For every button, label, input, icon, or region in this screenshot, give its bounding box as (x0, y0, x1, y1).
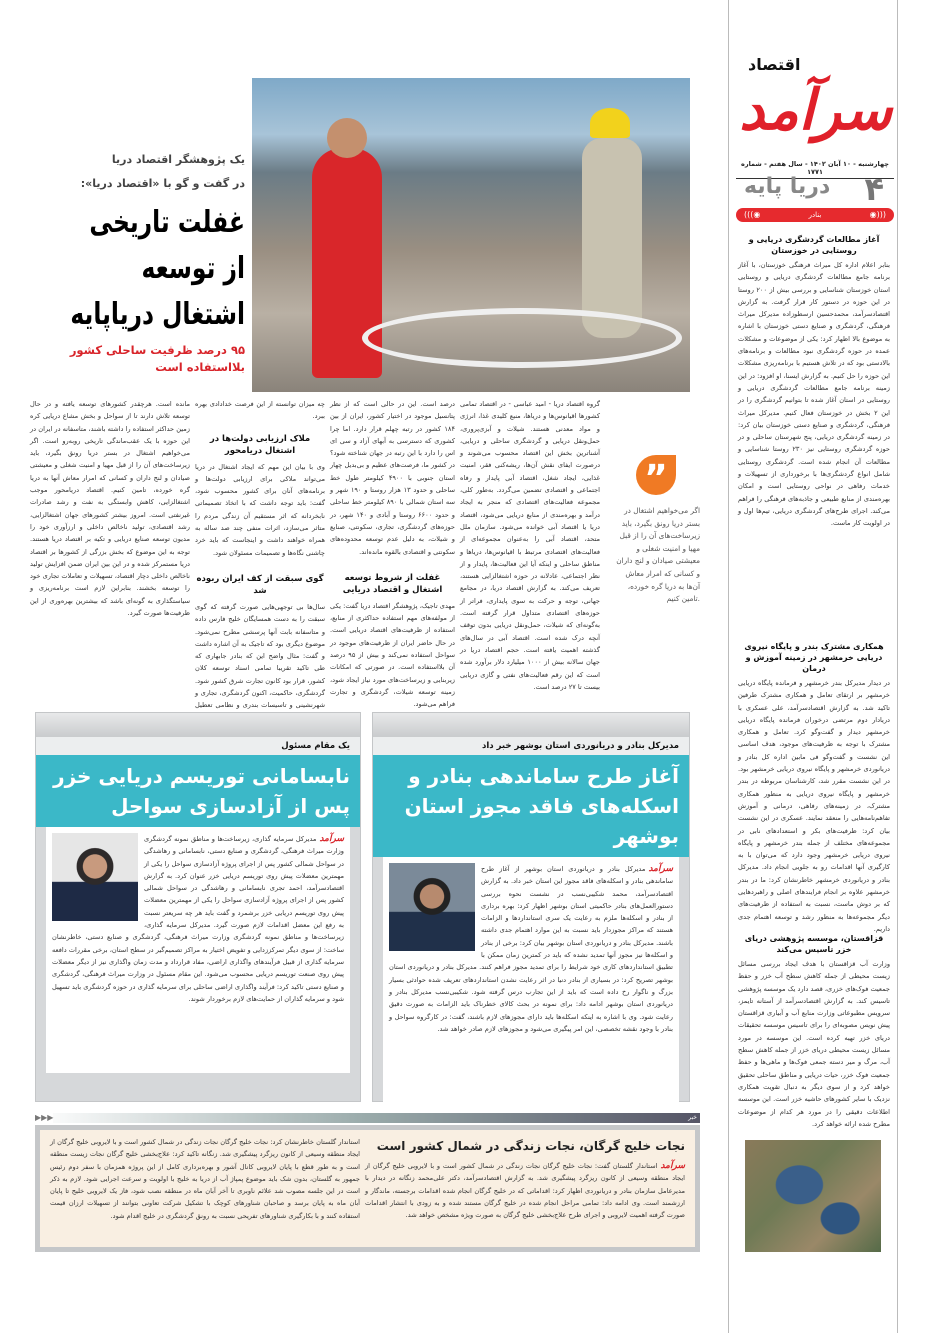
article-column (30, 398, 190, 700)
broadcast-icon: ◉))) (869, 210, 886, 219)
box-kicker: یک مقام مسئول (36, 737, 360, 755)
article-body: در دیدار مدیرکل بندر خرمشهر و فرمانده پایگاه دریایی خرمشهر بر ارتقای تعامل و همکاری مشترک طرفین تاکید شد. به گزارش اقتصادسرآمد، علی عسکری با دریادار دوم مرتضی درخوران فرمانده پایگاه دریایی خرمشهر دیدار و گفت‌وگو کرد. تعامل و همکاری مشترک با توجه به ظرفیت‌های موجود، هدف اساسی این نشست و گفت‌وگو فی مابین اداره کل بنادر و دریانوردی خرمشهر و پایگاه نیروی دریایی خرمشهر بود. در این نشست مقرر شد، کارشناسان مربوطه در بندر خرمشهر و پایگاه نیروی دریایی به منظور همکاری مشترک، در زمینه‌های رفاهی، درمانی و آموزش تفاهم‌نامه‌هایی را منعقد نمایند. عسکری در این نشست بیان کرد: ظرفیت‌های بکر و استعدادهای نابی در مجموعه‌های مختلف از جمله بندر خرمشهر و پایگاه نیروی دریایی خرمشهر وجود دارد که می‌توان با به کارگیری آنها اقدامات رو به جلویی انجام داد. مدیرکل بنادر و دریانوردی خرمشهر خاطرنشان کرد: ما در بندر خرمشهر علاوه بر انجام فرایندهای اصلی و راهبردهایی که بر دوش ماست، نسبت به استفاده از ظرفیت‌های دیگر مجموعه‌ها به منظور رشد و توسعه اهتمام جدی داریم. (738, 679, 890, 933)
box-title: آغاز طرح ساماندهی بنادر و اسکله‌های فاقد مجوز استان بوشهر (373, 755, 689, 857)
headline-line: اشتغال دریاپایه (70, 297, 245, 332)
source-logo: سرآمد (648, 864, 673, 874)
sidebar-article (738, 641, 890, 933)
category-label: بنادر (808, 211, 822, 219)
article-column (195, 398, 325, 710)
box-text: مدیرکل سرمایه گذاری، زیرساخت‌ها و مناطق نمونه گردشگری وزارت میراث فرهنگی، گردشگری و صنایع دستی، نابسامانی و رهاشدگی در سواحل شمالی کشور پس از اجرای پروژه آزادسازی سواحل را یکی از مهمترین معضلات پیش روی توریسم دریایی خزر عنوان کرد. به گزارش اقتصادسرآمد، احمد تجری نابسامانی و رهاشدگی در سواحل شمالی کشور پس از اجرای پروژه آزادسازی سواحل را یکی از مهمترین معضلات پیش روی توریسم دریایی خزر برشمرد و گفت باید هر چه سریعتر نسبت به رفع این معضل اقدامات لازم صورت گیرد. مدیرکل سرمایه گذاری، زیرساخت‌ها و مناطق نمونه گردشگری وزارت میراث فرهنگی، گردشگری و صنایع دستی، خاطرنشان ساخت: از سوی دیگر تمرکززدایی و تفویض اختیار به مراکز تصمیم‌گیر در سطح استان، برخی مقررات دافعه سرمایه گذاری از قبیل فرآیندهای واگذاری اراضی، مفاد قرارداد و مدت زمان واگذاری نیز از دیگر معضلات پیش روی صنعت توریسم دریایی محسوب می‌شود. این مقام مسئول در وزارت میراث فرهنگی، گردشگری و صنایع دستی تاکید کرد: فرآیند واگذاری اراضی ساحلی برای سرمایه گذاری در حوزه گردشگری باید تسهیل شود و سرمایه گذاران از حمایت‌های لازم برخوردار شوند. (52, 835, 344, 1003)
page-header (736, 170, 894, 208)
arrows-icon: ▶▶▶ (35, 1113, 54, 1122)
article-title: همکاری مشترک بندر و پایگاه نیروی دریایی خرمشهر در زمینه آموزش و درمان (744, 642, 884, 673)
sidebar-news (738, 226, 890, 1136)
news-column (365, 1160, 685, 1240)
box-body (46, 827, 350, 1073)
article-column (330, 398, 456, 709)
article-title: قزاقستان، موسسه پژوهشی دریای خزر تاسیس می‌کند (744, 934, 884, 954)
box-kicker: مدیرکل بنادر و دریانوردی استان بوشهر خبر داد (373, 737, 689, 755)
lead-heading-block (30, 148, 245, 393)
lead-photo (252, 78, 690, 392)
news-column: استاندار گلستان خاطرنشان کرد: نجات خلیج گرگان نجات زندگی در شمال کشور است و با لایروبی خلیج گرگان از ایجاد منطقه وسیعی از کانون ریزگرد پیشگیری شد. زنگانه تاکید کرد: علاج‌بخشی خلیج گرگان نجات زیست منطقه است و به طور قطع با پایان لایروبی کانال آشور و بهره‌برداری کامل از این پروژه همزمان با سفر دوم رئیس جمهور به گلستان، بدون شک باید موضوع پمپاژ آب از دریا به خلیج با اولویت و سرعت اجرایی شود. لازم به ذکر است در این جلسه مصوب شد علائم ناوبری تا آخر آبان ماه در منطقه نصب شود، فاز یک لایروبی خلیج تا پایان آبان ماه به پایان برسد و صاحبان شناورهای کوچک با تشکیل شرکت تعاونی بتوانند از تسهیلات ارزان قیمت استفاده کنند و با بکارگیری شناورهای تفریحی نسبت به رونق گردشگری در خلیج اقدام شود. (50, 1138, 360, 1220)
broadcast-icon: (((◉ (744, 210, 761, 219)
article-title: آغاز مطالعات گردشگری دریایی و روستایی در خوزستان (748, 235, 880, 255)
official-portrait (389, 863, 475, 951)
sidebar-article (738, 234, 890, 629)
quote-icon: ” (636, 455, 676, 495)
news-main-column (365, 1138, 685, 1245)
source-logo: سرآمد (319, 834, 344, 844)
caspian-tourism-box (35, 712, 361, 1102)
gorgan-bay-news (35, 1125, 700, 1252)
article-body: بنابر اعلام اداره کل میراث فرهنگی خوزستان، با آغاز برنامه جامع مطالعات گردشگری دریایی و روستایی استان خوزستان شناسایی و بررسی بیش از ۲۰۰ روستا در این حوزه در دستور کار قرار گرفت. به گزارش اقتصادسرآمد، محمدحسین ارسطوزاده مدیرکل میراث فرهنگی، گردشگری و صنایع دستی خوزستان با اشاره به موضوع بالا اظهار کرد: یکی از موضوعات و مشکلات عمده در حوزه گردشگری نبود مطالعات و برنامه‌های بالادستی بود که در تلاش هستیم با برنامه‌ریزی مشکلات این حوزه را حل کنیم. به گزارش ایسنا، او افزود: در این زمینه برنامه جامع مطالعات گردشگری دریایی و روستایی در استان آغاز شده تا بتوانیم گردشگری را در این ۲ بخش در خوزستان فعال کنیم. مدیرکل میراث فرهنگی، گردشگری و صنایع دستی خوزستان بیان کرد: در زمینه گردشگری دریایی، پنج شهرستان ساحلی و در حوزه گردشگری روستایی نیز ۲۳۰ روستا شناسایی و مطالعات آن انجام شده است. گردشگری روستایی شامل انواع گردشگری‌ها با برخورداری از تسهیلات و خدمات رفاهی در نواحی روستایی است و امکان بهره‌مندی از منابع طبیعی و جاذبه‌های فرهنگی را فراهم می‌کند. اجرای طرح‌های گردشگری دریایی، تیم‌ها اول و در اولویت کار ماست. (738, 261, 890, 528)
column-paragraph: درصد است. این در حالی است که از نظر پتانسیل موجود در اختیار کشور، ایران از بین ۱۸۴ کشور در رتبه چهلم قرار دارد. اما چرا کشوری که دسترسی به آبهای آزاد و سی ای اس را دارد با این رتبه در جهان شناخته شود؟ در کشور ما، فرصت‌های عظیم و بی‌بدیل چهار استان جنوبی با ۴۹۰۰ کیلومتر طول خط ساحلی و حدود ۱۳ هزار روستا و ۱۹۰ شهر و سه استان شمالی با ۸۹۰ کیلومتر خط ساحلی و حدود ۶۶۰۰ روستا و آبادی و ۱۴۰ شهر، در حوزه‌های گردشگری، تجاری، سکونتی، صنایع و شیلات، به دلیل عدم توسعه محدوده‌های سکونتی و اقتصادی بالقوه مانده‌اند. (330, 400, 456, 556)
column-subheading: گوی سبقت از کف ایران ربوده شد (196, 573, 324, 596)
caspian-satellite-image (745, 1140, 881, 1252)
headline-line: غفلت تاریخی (89, 205, 245, 240)
box-body (383, 857, 679, 1103)
bushehr-ports-box (372, 712, 690, 1102)
article-body: وزارت آب قزاقستان با هدف ایجاد بررسی مسائل زیست محیطی از جمله کاهش سطح آب خزر و حفظ جمعیت فوک‌های خزری، قصد دارد یک موسسه پژوهشی تاسیس کند. به گزارش اقتصادسرآمد از آستانه تایمز، سرویس مطبوعاتی وزارت منابع آب و آبیاری قزاقستان پیش نویس مصوبه‌ای را برای تاسیس موسسه تحقیقات دریای خزر تهیه کرده است. این موسسه در مورد مسائل زیست محیطی دریای خزر از جمله کاهش سطح آب، مرگ و میر دسته جمعی فوک‌ها و ماهی‌ها و حفظ جمعیت فوک خزر، حیات دریایی و مناطق ساحلی تحقیق خواهد کرد و از سوی دیگر به دنبال تقویت همکاری نزدیک با سایر کشورهای حاشیه خزر است. این موسسه اطلاعات دقیقی را در مورد هر کدام از موضوعات مطرح شده ارائه خواهد کرد. (738, 960, 890, 1128)
logo-wordmark: سرآمد (739, 77, 892, 143)
quote-text: اگر می‌خواهیم اشتغال در بستر دریا رونق بگیرد، باید زیرساخت‌های آن را از قبل مهیا و امنیت شغلی و معیشتی صیادان و لنج داران و کسانی که امرار معاش آن‌ها به دریا گره خورده، تامین کنیم. (616, 506, 700, 604)
page-number: ۴ (864, 170, 884, 208)
box-text: مدیرکل بنادر و دریانوردی استان بوشهر از آغاز طرح ساماندهی بنادر و اسکله‌های فاقد مجوز این استان خبر داد. به گزارش اقتصادسرآمد، محمد شکیبی‌نسب در نشست نحوه بررسی دستورالعمل‌های بنادر حاکمیتی استان بوشهر اظهار کرد: بهره برداری از بنادر و اسکله‌ها ملزم به رعایت یک سری استانداردها و الزامات هستند که مراکز مجوزدار باید نسبت به این موارد اهتمام جدی داشته باشند. مدیرکل بنادر و دریانوردی استان بوشهر بیان کرد: برخی از بنادر و اسکله‌ها نیز مجوز آنها تمدید نشده که باید در کمترین زمان ممکن با تطبیق استانداردهای کاری خود شرایط را برای تمدید مجوز فراهم کنند. مدیرکل بنادر و دریانوردی استان بوشهر تصریح کرد: در بسیاری از بنادر دنیا در اثر رعایت نشدن استانداردهای تعریف شده حوادثی بسیار بزرگ و ناگوار رخ داده است که باید از این تجارب درس گرفته شود. شکیبی‌نسب مدیرکل بنادر و دریانوردی استان بوشهر ادامه داد: برای نمونه در بحث کالای خطرناک باید الزامات به صورت دقیق رعایت شود. وی با اشاره به اینکه اسکله‌ها باید دارای مجوزهای لازم باشند، گفت: در کارگروه سواحل و بنادر با وجود نقشه تخصصی، این امر پیگیری می‌شود و مجوزهای لازم صادر خواهد شد. (389, 865, 673, 1033)
subheadline-line: ۹۵ درصد ظرفیت ساحلی کشور (69, 343, 245, 357)
column-paragraph: مانده است. هرچقدر کشورهای توسعه یافته و در حال توسعه تلاش دارند تا از سواحل و بخش مشاع دریایی کره زمین حداکثر استفاده را داشته باشند، متاسفانه در ایران در این حوزه با یک عقب‌ماندگی تاریخی روبه‌رو است. اگر می‌خواهیم اشتغال در بستر دریا رونق بگیرد، باید زیرساخت‌های آن را از قبل مهیا و امنیت شغلی و معیشتی صیادان و لنج داران و کسانی که امرار معاش آنها به دریا گره خورده، تامین کنیم. اقتصاد دریامحور موجب اشتغالزایی، کاهش وابستگی به نفت و رشد صادرات غیرنفتی است. امروز بیشتر کشورهای جهان اشتغالزایی، رشد اقتصادی، تولید ناخالص داخلی و ارزآوری خود را مدیون توسعه صنایع دریایی و تکیه بر اقتصاد دریا هستند. توجه به این موضوع که بخش بزرگی از کشورها بر اقتصاد دریا مستمرکز شده و در این بین ایران ضمن افزایش تولید ناخالص داخلی دچار اقتصاد، تسهیلات و تعاملات تجاری خود را توسعه بخشند. بنابراین لازم است برنامه‌ریزی و سیاستگذاری به گونه‌ای باشد که بیشترین بهره‌وری از این ظرفیت‌ها صورت گیرد. (30, 400, 190, 618)
headline-line: از توسعه (141, 251, 245, 286)
news-section-bar (35, 1113, 700, 1123)
subheadline-line: بلااستفاده است (155, 360, 245, 374)
column-paragraph: سال‌ها بی توجهی‌هایی صورت گرفته که گوی سبقت را به دست همسایگان خلیج فارس داده و متاسفانه بابت آنها پرسشی مطرح نمی‌شود. موضوع دیگری بود که تاجیک به آن اشاره داشت و گفت: مثال واضح این که بنادر جابهاری که طی تاکید تقریبا تمامی اسناد توسعه کلان کشور، قرار بود کانون تجارت شرق کشور شود. گردشگری، حاکمیت، اکنون گردشگری، تجاری و شهرنشینی و تاسیسات بندری و نظامی تعطیل (195, 602, 325, 710)
lead-headline (30, 200, 245, 338)
official-portrait (52, 833, 138, 921)
lead-subheadline (30, 342, 245, 376)
column-paragraph: چه میزان توانسته از این فرصت خدادادی بهره ببرد. (195, 400, 325, 421)
box-title: نابسامانی توریسم دریایی خزر پس از آزادسازی سواحل (36, 755, 360, 827)
kicker-line: یک پژوهشگر اقتصاد دریا (111, 153, 245, 166)
source-logo: سرآمد (660, 1161, 685, 1171)
section-title: دریا پایه (744, 174, 831, 199)
sidebar-article (738, 933, 890, 1168)
column-paragraph: گروه اقتصاد دریا - امید عباسی - در اقتصاد تمامی کشورها اقیانوس‌ها و دریاها، منبع کلیدی غذا، انرژی و مواد معدنی هستند. شیلات و آبزی‌پروری، حمل‌ونقل دریایی و گردشگری ساحلی و دریایی، آشناترین بخش این اقتصاد محسوب می‌شوند و درصورت ایفای نقش آن‌ها، ریشه‌کنی فقر، امنیت غذایی، ایجاد شغل، اقتصاد آبی پایدار و رفاه اجتماعی و اقتصادی تضمین می‌گردد. به‌طور کلی، مجموعه فعالیت‌های اقتصادی که منجر به ایجاد درآمد و بهره‌مندی از منابع دریایی می‌شود، اقتصاد دریا یا اقتصاد آبی خوانده می‌شود. سازمان ملل متحد، اقتصاد آبی را به‌عنوان مجموعه‌ای از فعالیت‌های اقتصادی مرتبط با اقیانوس‌ها، دریاها و مناطق ساحلی و اینکه آیا این فعالیت‌ها، پایدار و از نظر اجتماعی، عادلانه در حوزه اشتغالزایی هستند، تعریف می‌کند. به گزارش اقتصاد دریا، در مجامع جهانی، توجه و حرکت به سوی پایداری، فراتر از حوزه‌های اقتصادی متداول قرار گرفته است. به‌گونه‌ای که شیلات، حمل‌ونقل دریایی بدون توقف آنچه درک شده است. اقتصاد آبی در سال‌های گذشته اهمیت یافته است. حجم اقتصاد دریا در جهان سالانه بیش از ۱۰۰۰ میلیارد دلار برآورد شده است که این رقم فعالیت‌های نفتی و گازی دریایی بیست تا ۲۷ درصد است. (460, 400, 601, 691)
news-label: خبر (688, 1114, 697, 1121)
news-title: نجات خلیج گرگان، نجات زندگی در شمال کشور است (376, 1139, 685, 1153)
logo-subtitle: اقتصاد (748, 55, 801, 74)
category-bar (736, 208, 894, 222)
newspaper-logo (738, 55, 898, 155)
dateline: چهارشنبه - ۱۰ آبان ۱۴۰۲ - سال هفتم - شماره ۱۷۷۱ (736, 160, 894, 179)
lead-kicker (30, 148, 245, 196)
column-paragraph: وی با بیان این مهم که ایجاد اشتغال در دریا می‌تواند ملاکی برای ارزیابی دولت‌ها و برنامه‌های آنان برای کشور محسوب شود، گفت: باید توجه داشت که با اتخاذ تصمیماتی نابخردانه که اثر مستقیم آن زندگی مردم را متاثر می‌سازد، اثرات منفی چند صد ساله به همراه خواهند داشت و اینجاست که باید خرد چاشنی نگاه‌ها و تصمیمات مسئولان شود. (195, 462, 325, 557)
article-column (460, 398, 600, 700)
column-subheading: ملاک ارزیابی دولت‌ها در اشتغال دریامحور (209, 433, 311, 456)
kicker-line: در گفت و گو با «اقتصاد دریا»: (80, 177, 245, 190)
pull-quote (612, 455, 700, 606)
column-subheading: غفلت از شروط توسعه اشتغال و اقتصاد دریایی (342, 572, 443, 595)
column-paragraph: مهدی تاجیک، پژوهشگر اقتصاد دریا گفت: یکی از مولفه‌های مهم استفاده حداکثری از منابع، استفاده از ظرفیت‌های اقتصاد دریایی است. در حال حاضر ایران از ظرفیت‌های موجود در سواحل استفاده نمی‌کند و بیش از ۹۵ درصد آن بلااستفاده است. در صورتی که امکانات زیربنایی و زیرساخت‌های مورد نیاز ایجاد شود، زمینه توسعه شیلات، گردشگری و تجارت فراهم می‌شود. (330, 601, 456, 709)
news-text: استاندار گلستان گفت: نجات خلیج گرگان نجات زندگی در شمال کشور است و با لایروبی خلیج گرگان از ایجاد منطقه وسیعی از کانون ریزگرد پیشگیری شد. به گزارش اقتصادسرآمد، دکتر علی‌محمد زنگانه در دیدار با مدیرعامل سازمان بنادر و دریانوردی اظهار کرد: اقداماتی که در خلیج گرگان انجام شده اقدامات برجسته، ماندگار و ارزشمند است. وی ادامه داد: تمامی مراحل انجام شده در خلیج گرگان مستند شده و به زودی با انتشار اقدامات صورت گرفته اهمیت لایروبی و اجرای طرح علاج‌بخشی خلیج گرگان به صورت ویژه مشخص خواهد شد. (365, 1162, 685, 1220)
